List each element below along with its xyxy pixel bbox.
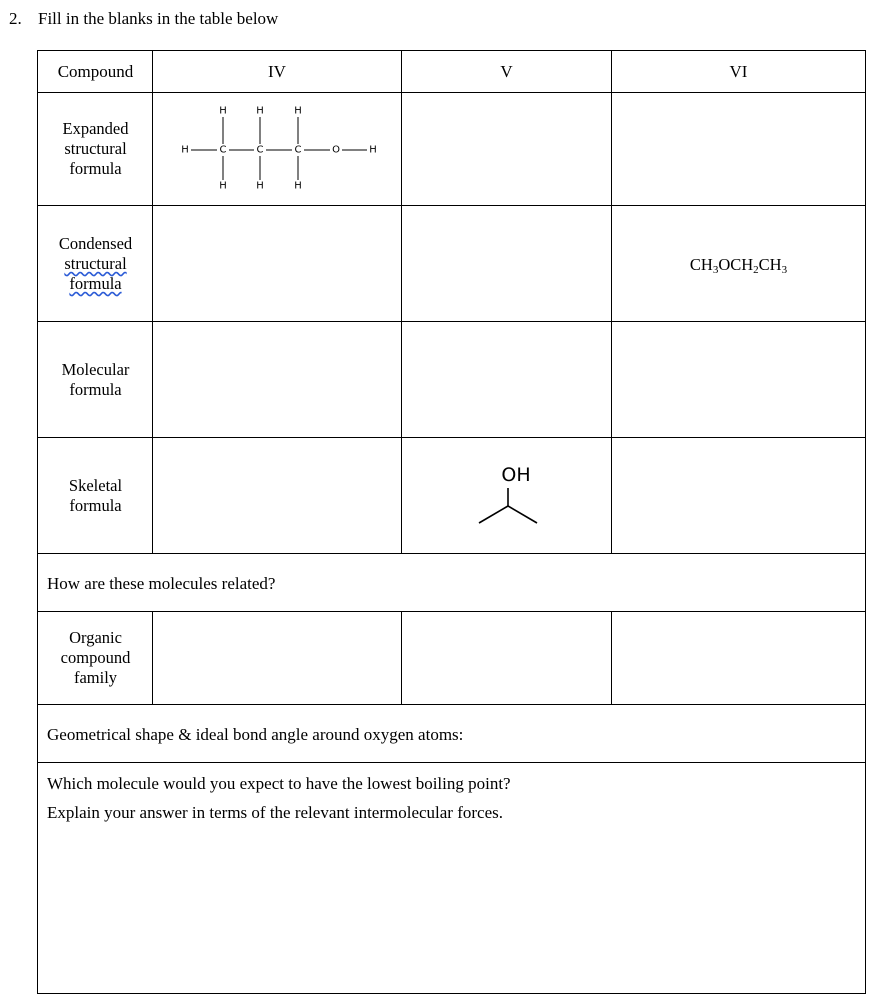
row-label-condensed: Condensed structural formula <box>58 234 133 293</box>
oh-label: OH <box>501 464 531 486</box>
atom-h: H <box>181 144 189 156</box>
compound-header: Compound <box>57 62 134 81</box>
row-label-family: Organic compound family <box>60 628 131 687</box>
atom-h: H <box>294 180 302 192</box>
atom-h: H <box>256 105 264 117</box>
column-header-v: V <box>500 62 513 81</box>
geometry-question: Geometrical shape & ideal bond angle around oxygen atoms: <box>47 725 464 744</box>
atom-c: C <box>219 144 227 156</box>
atom-h: H <box>219 105 227 117</box>
atom-c: C <box>256 144 264 156</box>
bond <box>508 506 537 523</box>
bond <box>479 506 508 523</box>
row-label-skeletal: Skeletal formula <box>68 476 123 515</box>
atom-o: O <box>332 144 340 156</box>
atom-h: H <box>219 180 227 192</box>
expanded-structure-iv <box>170 100 390 200</box>
atom-c: C <box>294 144 302 156</box>
atom-h: H <box>369 144 377 156</box>
question-number: 2. <box>9 9 22 28</box>
related-question: How are these molecules related? <box>47 574 276 593</box>
boiling-question: Which molecule would you expect to have the lowest boiling point? <box>47 774 511 793</box>
row-label-molecular: Molecular formula <box>61 360 130 399</box>
boiling-explain: Explain your answer in terms of the relevant intermolecular forces. <box>47 803 503 822</box>
condensed-formula-vi: $CH_3OCH_2CH_3$ <box>689 255 788 276</box>
atom-h: H <box>256 180 264 192</box>
column-header-iv: IV <box>268 62 286 81</box>
row-label-expanded: Expanded structural formula <box>62 119 129 178</box>
column-header-vi: VI <box>729 62 748 81</box>
atom-h: H <box>294 105 302 117</box>
skeletal-structure-v <box>470 460 550 530</box>
question-title: Fill in the blanks in the table below <box>38 9 279 28</box>
question-heading <box>9 9 278 29</box>
